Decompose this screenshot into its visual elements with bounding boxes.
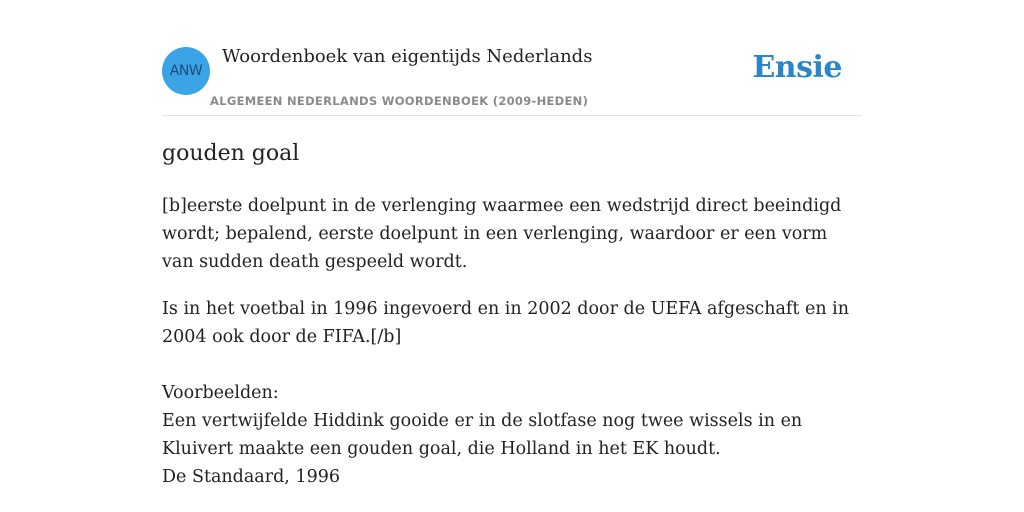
example-source: De Standaard, 1996 xyxy=(162,467,340,487)
examples-block xyxy=(162,379,862,491)
definition-paragraph-2: Is in het voetbal in 1996 ingevoerd en in 2002 door de UEFA afgeschaft en in 2004 ook door de FIFA.[/b] xyxy=(162,299,850,347)
entry-headword: gouden goal xyxy=(162,141,300,166)
dictionary-subtitle: ALGEMEEN NEDERLANDS WOORDENBOEK (2009-HEDEN) xyxy=(210,94,589,108)
example-text: Een vertwijfelde Hiddink gooide er in de slotfase nog twee wissels in en Kluivert maakte een gouden goal, die Holland in het EK houdt. xyxy=(162,411,803,459)
ensie-logo[interactable]: Ensie xyxy=(752,50,842,85)
definition-paragraph-1: [b]eerste doelpunt in de verlenging waarmee een wedstrijd direct beeindigd wordt; bepalend, eerste doelpunt in een verlenging, waardoor er een vorm van sudden death gespeeld wordt. xyxy=(162,196,842,272)
dictionary-header xyxy=(162,0,862,116)
examples-label: Voorbeelden: xyxy=(162,383,279,403)
dictionary-title[interactable]: Woordenboek van eigentijds Nederlands xyxy=(222,46,593,67)
anw-logo-icon[interactable] xyxy=(162,47,210,95)
entry-card xyxy=(162,0,862,512)
logo-text: ANW xyxy=(169,63,203,79)
